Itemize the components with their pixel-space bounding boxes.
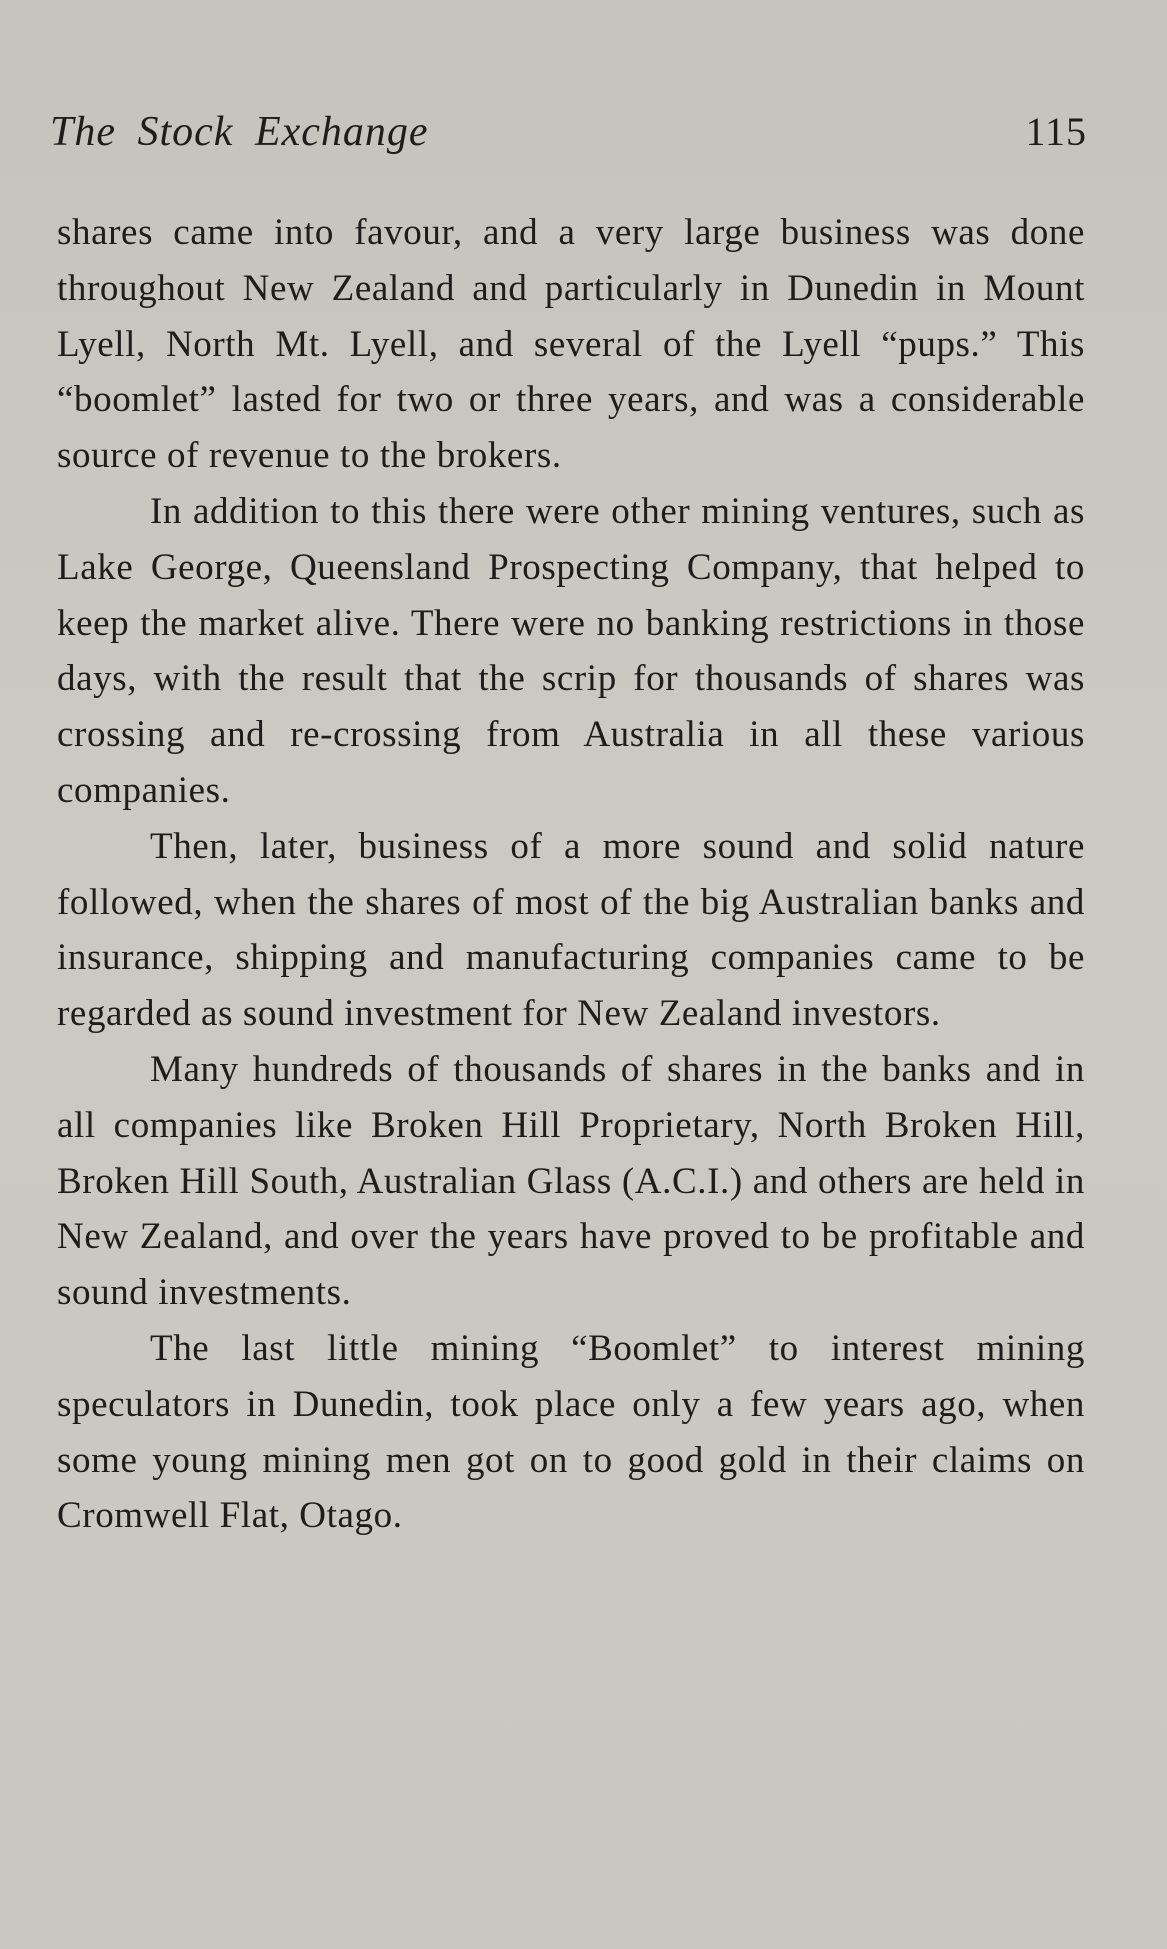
page-number: 115 — [1025, 109, 1087, 154]
paragraph-5: The last little mining “Boomlet” to interest mining speculators in Dunedin, took place only a few years ago, when some young mining men got on to good gold in their claims on Cromwell Flat, Otago. — [57, 1327, 1085, 1537]
paragraph-3: Then, later, business of a more sound and solid nature followed, when the shares of most of the big Australian banks and insurance, shipping and manufacturing companies came to be regarded as sound investment for New Zealand investors. — [57, 825, 1085, 1035]
running-head — [50, 108, 1087, 168]
paragraph-1: shares came into favour, and a very large business was done throughout New Zealand and particularly in Dunedin in Mount Lyell, North Mt. Lyell, and several of the Lyell “pups.” This “boomlet” lasted for two or three years, and was a considerable source of revenue to the brokers. — [57, 212, 1085, 477]
paragraph-2: In addition to this there were other mining ventures, such as Lake George, Queensland Prospecting Company, that helped to keep the market alive. There were no banking restrictions in those days, with the result that the scrip for thousands of shares was crossing and re-crossing from Australia in all these various companies. — [57, 490, 1085, 811]
body-text — [57, 205, 1085, 1544]
running-head-title: The Stock Exchange — [50, 109, 429, 155]
paragraph-4: Many hundreds of thousands of shares in the banks and in all companies like Broken Hill Proprietary, North Broken Hill, Broken Hill South, Australian Glass (A.C.I.) and others are held in New Zealand, and over the years have proved to be profitable and sound investments. — [57, 1048, 1085, 1314]
